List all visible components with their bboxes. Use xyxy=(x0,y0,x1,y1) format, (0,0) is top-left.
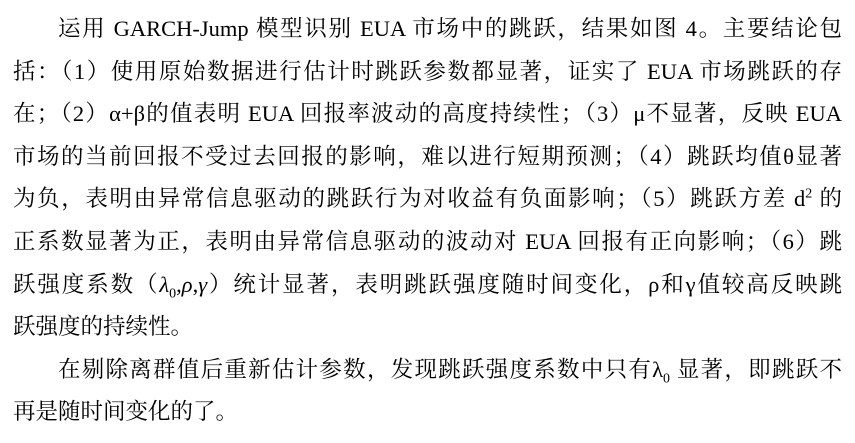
subscript-text: 0 xyxy=(169,286,177,302)
text-line xyxy=(13,306,842,349)
text-segment: 的 xyxy=(812,186,842,212)
text-line xyxy=(13,221,842,264)
text-segment: 运用 GARCH-Jump 模型识别 EUA 市场中的跳跃，结果如图 4。主要结论包 xyxy=(58,16,842,41)
text-segment: γ xyxy=(198,271,208,297)
text-line xyxy=(13,349,842,392)
text-segment: 为负，表明由异常信息驱动的跳跃行为对收益有负面影响；（5）跳跃方差 d xyxy=(13,186,806,212)
subscript-text: 0 xyxy=(663,371,670,387)
text-line xyxy=(13,178,842,221)
text-segment: 再是随时间变化的了。 xyxy=(13,399,239,425)
text-segment: 市场的当前回报不受过去回报的影响，难以进行短期预测；（4）跳跃均值θ显著 xyxy=(13,143,842,169)
text-line xyxy=(13,8,842,51)
text-segment: , xyxy=(176,271,182,297)
text-line xyxy=(13,93,842,136)
text-segment: 跃强度系数（ xyxy=(13,271,160,297)
text-segment: 跃强度的持续性。 xyxy=(13,314,194,340)
text-segment: 在剔除离群值后重新估计参数，发现跳跃强度系数中只有λ xyxy=(58,356,664,382)
superscript-text: 2 xyxy=(805,186,813,202)
text-segment: ）统计显著，表明跳跃强度随时间变化，ρ和γ值较高反映跳 xyxy=(207,271,842,297)
text-segment: ρ xyxy=(181,271,193,297)
text-segment: 显著，即跳跃不 xyxy=(670,356,842,382)
text-segment: 括：（1）使用原始数据进行估计时跳跃参数都显著，证实了 EUA 市场跳跃的存 xyxy=(13,58,842,84)
text-segment: 在；（2）α+β的值表明 EUA 回报率波动的高度持续性；（3）μ不显著，反映 EUA xyxy=(13,101,842,127)
text-line xyxy=(13,391,842,434)
text-line xyxy=(13,136,842,179)
text-line xyxy=(13,51,842,94)
text-segment: 正系数显著为正，表明由异常信息驱动的波动对 EUA 回报有正向影响；（6）跳 xyxy=(13,228,842,254)
text-segment: λ xyxy=(159,271,170,297)
text-segment: , xyxy=(192,271,199,297)
text-line xyxy=(13,264,842,307)
